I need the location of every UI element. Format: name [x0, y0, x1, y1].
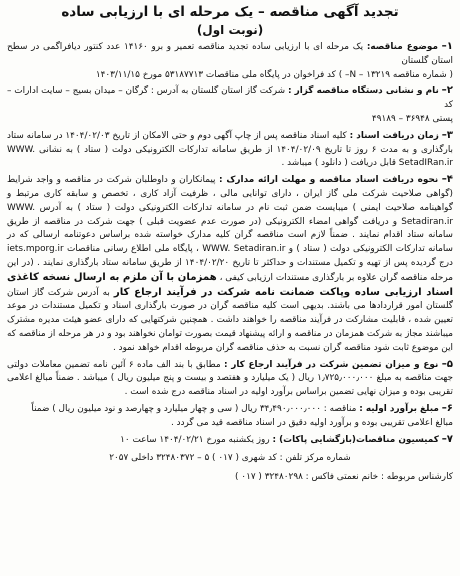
section-guarantee: [7, 358, 453, 400]
section-text-emphasis: همزمان با آن ملزم به ارسال نسخه کاغذی اسناد ارزیابی ساده وپاکت ضمانت نامه شرکت در فرآیند ارجاع کار: [7, 271, 453, 298]
section-number: ۳–: [441, 129, 453, 141]
section-text: مطابق با بند الف ماده ۶ آئین نامه تضمین معاملات دولتی جهت مناقصه به مبلغ ۱٫۷۲۵٫۰۰۰٫۰۰۰ ریال ( یک میلیارد و هفتصد و بیست و پنج میلیون ریال ) میباشد . ضمناً مبالغ اعلامی تقریبی بوده و میزان نهایی تضمین براساس برآورد اولیه در اسناد مناقصه درج شده است .: [7, 359, 454, 398]
notice-title: تجدید آگهی مناقصه – یک مرحله ای با ارزیابی ساده: [61, 4, 399, 20]
section-text-line2: پستی ۳۶۹۴۸ – ۴۹۱۸۹: [371, 113, 453, 124]
section-label: نوع و میزان تضمین شرکت در فرآیند ارجاع کار :: [224, 359, 439, 370]
section-text: مناقصه : ۳۴٫۴۹۰٫۰۰۰٫۰۰۰ ریال ( سی و چهار میلیارد و چهارصد و نود میلیون ریال ) ضمناً: [31, 403, 360, 414]
section-opening: [7, 433, 453, 448]
section-subject: [7, 40, 453, 82]
section-label: کمیسیون مناقصات(بازگشایی پاکات) :: [272, 434, 439, 445]
section-number: ۱–: [441, 41, 453, 52]
section-number: ۷–: [441, 433, 453, 445]
section-number: ۴–: [441, 174, 453, 186]
section-submission: [7, 173, 453, 355]
section-text-line2: مبالغ اعلامی تقریبی بوده و برآورد اولیه دقیق در اسناد مناقصه قید می گردد .: [170, 417, 453, 428]
section-label: زمان دریافت اسناد :: [349, 130, 439, 141]
section-text: پیمانکاران و داوطلبان شرکت در مناقصه و واجد شرایط (گواهی صلاحیت شرکت ملی گاز ایران ، دارای توانایی مالی ، ظرفیت آزاد کاری ، تخصص و سابقه کاری مرتبط و گواهینامه صلاحیت ایمنی ) میبایست ضمن ثبت نام در سامانه تدارکات الکترونیکی دولت ( ستاد ) به آدرس WWW. Setadiran.ir و دریافت گواهی امضاء الکترونیکی (در صورت عدم عضویت قبلی ) جهت شرکت در مناقصه از طریق سامانه ستاد اقدام نمایند . ضمناً لازم است مناقصه گران کلیه مدارک خواسته شده براساس دعوتنامه ارسالی که در سامانه تدارکات الکترونیکی دولت ( ستاد ) و WWW. Setadiran.ir ، پایگاه ملی اطلاع رسانی مناقصات iets.mporg.ir درج گردیده پس از تهیه و تکمیل مستندات و حداکثر تا تاریخ ۱۴۰۴/۰۲/۲۰ از طریق سامانه ستاد بارگذاری نمایند .: [7, 175, 454, 268]
section-label: مبلغ برآورد اولیه :: [359, 403, 439, 414]
section-text-line2: ( شماره مناقصه ۱۳۲۱۹ – N– ) کد فراخوان در پایگاه ملی مناقصات ۵۳۱۸۷۷۱۳ مورخ ۱۴۰۳/۱۱/۱۵: [95, 69, 453, 80]
contact-expert: کارشناس مربوطه : خانم نعمتی فاکس : ۳۲۴۸۰۲۹۸ ( ۰۱۷ ): [235, 472, 453, 483]
contact-phone: شماره مرکز تلفن : کد شهری ( ۰۱۷ ) ۵ – ۳۲۴۸۰۳۷۲ داخلی ۲۰۵۷: [109, 453, 351, 464]
section-text-cont: به آدرس شرکت گاز استان گلستان امور قراردادها می باشند. بدیهی است کلیه مناقصه گران در صورت بارگذاری اسناد و تکمیل مستندات در موعد تعیین شده ، قابلیت مشارکت در فرآیند مناقصه را خواهند داشت . همچنین شرکتهایی که دارای عضو هیئت مدیره مشترک میباشند مجاز به شرکت همزمان در مناقصه و ارائه پیشنهاد قیمت بصورت توامان نخواهند بود و در هر مرحله از مناقصه که این موضوع ثابت شود مناقصه گران نسبت به حذف مناقصه گران مربوطه اقدام خواهد نمود .: [7, 287, 453, 353]
section-number: ۶–: [441, 402, 453, 414]
section-number: ۲–: [441, 85, 453, 97]
section-estimate: [7, 402, 453, 431]
section-text-note: (در این مرحله مناقصه گران علاوه بر بارگذاری مستندات ارزیابی کیفی ،: [7, 257, 454, 283]
section-organizer: [7, 84, 453, 126]
section-label: نام و نشانی دستگاه مناقصه گزار :: [287, 86, 439, 97]
section-receive-docs: [7, 129, 453, 171]
section-label: نحوه دریافت اسناد مناقصه و مهلت ارائه مدارک :: [219, 175, 439, 186]
notice-subtitle: (نوبت اول): [196, 23, 264, 37]
section-text: شرکت گاز استان گلستان به آدرس : گرگان – میدان بسیج – سایت ادارات – کد: [7, 86, 453, 111]
section-number: ۵–: [441, 358, 453, 370]
section-text: کلیه اسناد مناقصه پس از چاپ آگهی دوم و حتی الامکان از تاریخ ۱۴۰۴/۰۲/۰۳ در سامانه ستاد بارگذاری و به مدت ۶ روز تا تاریخ ۱۴۰۴/۰۲/۰۹ از طریق سامانه تدارکات الکترونیکی دولت ( ستاد ) به نشانی WWW. SetadIRan.ir قابل دریافت ( دانلود ) میباشد .: [7, 130, 453, 169]
section-text: روز یکشنبه مورخ ۱۴۰۴/۰۲/۲۱ ساعت ۱۰: [120, 434, 273, 445]
section-text: یک مرحله ای با ارزیابی ساده تجدید مناقصه تعمیر و برو ۱۴۱۶۰ عدد کنتور دیافراگمی در سطح استان گلستان: [7, 42, 453, 66]
section-label: موضوع مناقصه:: [366, 42, 438, 52]
